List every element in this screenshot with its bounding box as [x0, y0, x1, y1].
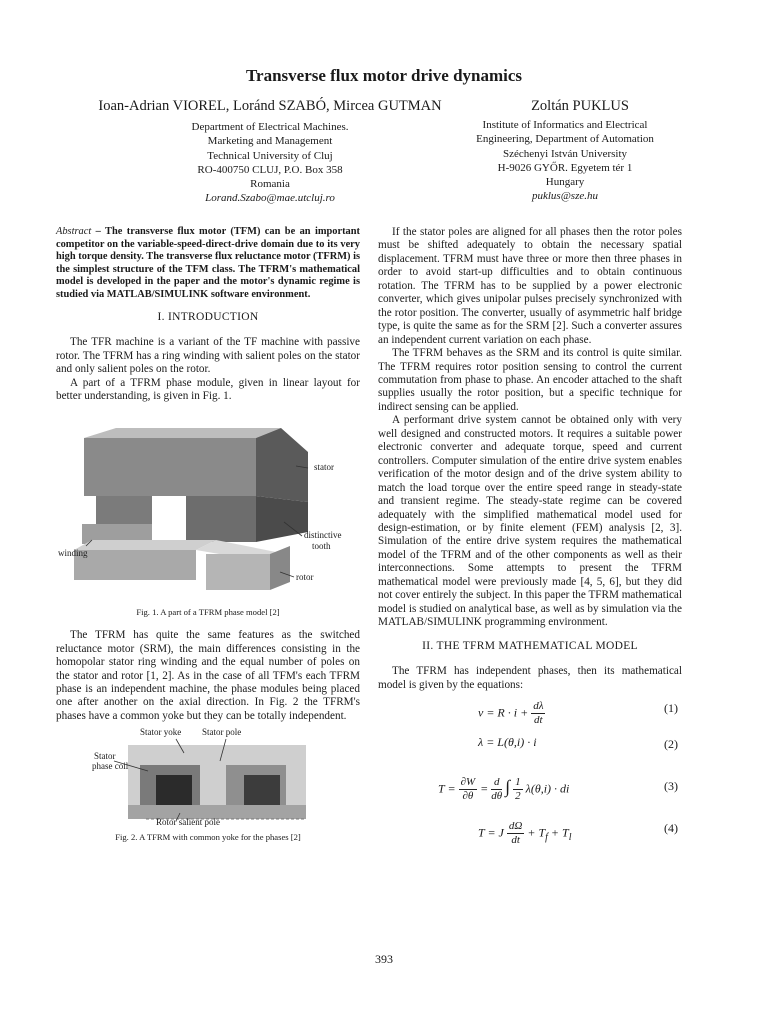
equation-4: T = J $\frac{d\Omega}{dt}$ + $T_f + T_l$ (4) — [478, 819, 678, 847]
label-winding: winding — [58, 547, 88, 558]
paragraph: The TFRM has quite the same features as the switched reluctance motor (SRM), the main differences consisting in the homopolar stator ring winding and the equal number of poles on the stator and rotor [1, 2]. As in the case of all TFM's each TFRM phase is an independent machine, the phase modules being placed one after another on the axial direction. In Fig. 2 the TFRM's phases have a common yoke but they can be totally independent. — [56, 629, 360, 722]
label-rotor: rotor — [296, 571, 314, 582]
tfrm-phase-model-illustration — [56, 412, 360, 602]
paper-title: Transverse flux motor drive dynamics — [245, 66, 523, 85]
abstract: Abstract – The transverse flux motor (TFM) can be an important competitor on the variable-speed-direct-drive domain due to its very high torque density. The transverse flux reluctance motor (TFRM) is the simplest structure of the TFM class. The TFRM's mathematical model is developed in the paper and the motor's dynamic regime is studied via MATLAB/SIMULINK software environment. — [56, 226, 361, 300]
paragraph: The TFRM behaves as the SRM and its control is quite similar. The TFRM requires rotor position sensing to control the current commutation from phase to phase. An encoder attached to the shaft supplies usually the rotor position, but a specific technique for indirect sensing can be applied. — [378, 347, 682, 413]
label-stator-pole: Stator pole — [202, 727, 242, 738]
paragraph: If the stator poles are aligned for all phases then the rotor poles must be shifted adequately to obtain the necessary spatial displacement. TFRM must have three or more then three phases in order to avoid start-up difficulties and to obtain continuous rotation. The TFRM has to be supplied by a power electronic converter, which gives unipolar pulses precisely synchronized with the rotor position. The converter, usually of asymmetric half bridge type, is quite the same as for the SRM [2]. Such a converter assures an independent current variation on each phase. — [378, 226, 682, 346]
section-introduction-heading: I. INTRODUCTION — [157, 311, 259, 323]
figure-1-caption: Fig. 1. A part of a TFRM phase model [2] — [136, 606, 280, 617]
email-right: puklus@sze.hu — [531, 190, 599, 203]
section-model-heading: II. THE TFRM MATHEMATICAL MODEL — [422, 639, 638, 652]
paragraph: The TFRM has independent phases, then its mathematical model is given by the equations: — [378, 665, 682, 691]
paragraph: A performant drive system cannot be obtained only with very well designed and constructed motors. It requires a suitable power electronic converter and adequate torque, speed and current controllers. Computer simulation of the entire drive system enables verification of the motor design and of the drive system ability to match the load torque over the entire speed range in steady-state and transient regime. The steady-state regime can be covered adequately with the simplified mathematical model used for design-estimation, or by finite element (FEM) analysis [2, 3]. Simulation of the entire drive system requires the mathematical model of the TFRM and of the other components as well as their interconnections. Some attempts to present the TFRM mathematical model were previously made [4, 5, 6], but they did not cover entirely the subject. In this paper the TFRM mathematical model is studied on analytical base, as well as by simulation via the MATLAB/SIMULINK programming environment. — [378, 414, 682, 629]
label-stator-yoke: Stator yoke — [140, 727, 182, 738]
figure-2 — [56, 727, 360, 828]
equation-3: T = $\frac{\partial W}{\partial\theta}$ = $\frac{d}{d\theta}$ ∫ $\frac{1}{2}$ λ(θ,i) · di (3) — [438, 775, 678, 803]
tfrm-common-yoke-illustration — [56, 731, 360, 827]
figure-2-caption: Fig. 2. A TFRM with common yoke for the phases [2] — [115, 832, 301, 843]
paragraph: A part of a TFRM phase module, given in linear layout for better understanding, is given in Fig. 1. — [56, 376, 360, 403]
page-number: 393 — [375, 952, 393, 966]
paragraph: The TFR machine is a variant of the TF machine with passive rotor. The TFRM has a ring winding with salient poles on the stator and only salient poles on the rotor. — [56, 336, 360, 376]
affiliation-left: Department of Electrical Machines. Marketing and Management Technical University of Cluj RO-400750 CLUJ, P.O. Box 358 Romania Lorand.Szabo@mae.utcluj.ro — [150, 120, 390, 206]
label-rotor-salient-pole: Rotor salient pole — [156, 817, 220, 828]
left-column — [56, 226, 360, 855]
affiliation-right: Institute of Informatics and Electrical Engineering, Department of Automation Széchenyi István University H-9026 GYŐR. Egyetem tér 1 Hungary puklus@sze.hu — [445, 118, 685, 204]
label-phase-coil: phase coil — [92, 761, 129, 772]
figure-1 — [56, 412, 360, 602]
label-stator: Stator — [94, 751, 116, 762]
equation-2: λ = L(θ,i) · i (2) — [478, 734, 678, 751]
right-column — [378, 226, 682, 848]
authors-right: Zoltán PUKLUS — [531, 98, 629, 114]
authors-left: Ioan-Adrian VIOREL, Loránd SZABÓ, Mircea GUTMAN — [98, 98, 442, 114]
label-distinctive: distinctive — [304, 529, 342, 540]
email-left: Lorand.Szabo@mae.utcluj.ro — [205, 192, 335, 205]
label-stator: stator — [314, 461, 334, 472]
equation-1: v = R · i + $\frac{d\lambda}{dt}$ (1) — [478, 699, 678, 727]
label-tooth: tooth — [312, 540, 331, 551]
